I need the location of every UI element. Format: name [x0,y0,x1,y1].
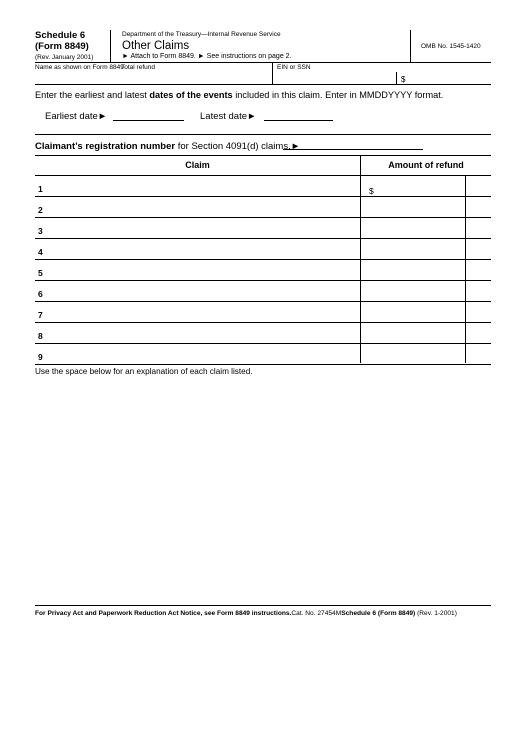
latest-date-label: Latest date► [200,111,257,122]
table-divider-cents [465,175,466,363]
form-title: Other Claims [122,40,190,52]
footer-rev: (Rev. 1-2001) [415,610,457,617]
claim-cell[interactable] [47,323,360,342]
header-divider-right [410,30,411,62]
omb-number: OMB No. 1545-1420 [421,43,481,50]
registration-number-field[interactable] [283,149,423,150]
row-number: 1 [38,184,43,194]
refund-amount-cell[interactable] [361,344,465,363]
ein-field[interactable] [273,72,396,84]
row-number: 4 [38,247,43,257]
registration-label [35,141,300,152]
claim-cell[interactable] [47,176,360,195]
claim-cell[interactable] [47,344,360,363]
refund-amount-cell[interactable] [361,197,465,216]
refund-amount-cell[interactable] [361,323,465,342]
refund-amount-cell[interactable] [361,302,465,321]
explanation-area[interactable] [35,380,491,604]
row-number: 6 [38,289,43,299]
rule-dates-bottom [35,134,491,135]
registration-label-rest: for Section 4091(d) claims.► [175,141,301,152]
footer-privacy-notice: For Privacy Act and Paperwork Reduction Act Notice, see Form 8849 instructions. [35,610,292,617]
claim-cell[interactable] [47,218,360,237]
refund-amount-cell[interactable] [361,281,465,300]
dates-intro-pre: Enter the earliest and latest [35,90,150,100]
attach-instruction: ► Attach to Form 8849. ► See instructions on page 2. [122,53,292,60]
row-number: 3 [38,226,43,236]
column-header-refund: Amount of refund [388,160,464,170]
column-header-claim: Claim [185,160,210,170]
earliest-date-field[interactable] [113,120,184,121]
footer-schedule: Schedule 6 (Form 8849) [341,610,416,617]
department-label: Department of the Treasury—Internal Revenue Service [122,31,281,38]
claim-cell[interactable] [47,239,360,258]
claim-cell[interactable] [47,281,360,300]
claim-cell[interactable] [47,260,360,279]
rule-name-bottom [35,84,491,85]
ein-label: EIN or SSN [277,64,311,71]
ein-total-divider [396,72,397,84]
table-top-rule [35,155,491,156]
claim-cell[interactable] [47,302,360,321]
dates-intro-post: included in this claim. Enter in MMDDYYYY format. [232,90,444,100]
dates-instruction [35,90,443,100]
footer-rule [35,605,491,606]
total-refund-label: Total refund [121,64,155,71]
row-number: 2 [38,205,43,215]
row-number: 9 [38,352,43,362]
explanation-instruction: Use the space below for an explanation of each claim listed. [35,367,253,376]
footer-text [35,610,457,617]
latest-date-field[interactable] [264,120,333,121]
refund-amount-cell[interactable] [361,218,465,237]
revision-date: (Rev. January 2001) [35,54,94,61]
earliest-date-label: Earliest date► [45,111,108,122]
row-number: 7 [38,310,43,320]
row-number: 5 [38,268,43,278]
row-number: 8 [38,331,43,341]
footer-cat-number: Cat. No. 27454M [291,610,342,617]
total-refund-field[interactable] [408,72,491,84]
registration-label-bold: Claimant’s registration number [35,141,176,152]
header-divider-left [110,30,111,62]
total-refund-dollar: $ [401,75,406,84]
schedule-label: Schedule 6 [35,30,86,41]
refund-amount-cell[interactable] [361,176,465,195]
refund-amount-cell[interactable] [361,239,465,258]
dates-intro-bold: dates of the events [149,90,233,100]
name-field[interactable] [35,72,272,84]
claim-cell[interactable] [47,197,360,216]
form-number: (Form 8849) [35,41,89,52]
refund-amount-cell[interactable] [361,260,465,279]
rule-name-top [35,62,491,63]
name-label: Name as shown on Form 8849 [35,64,124,71]
row-rule [35,364,491,365]
refund-dollar-sign: $ [369,186,374,196]
